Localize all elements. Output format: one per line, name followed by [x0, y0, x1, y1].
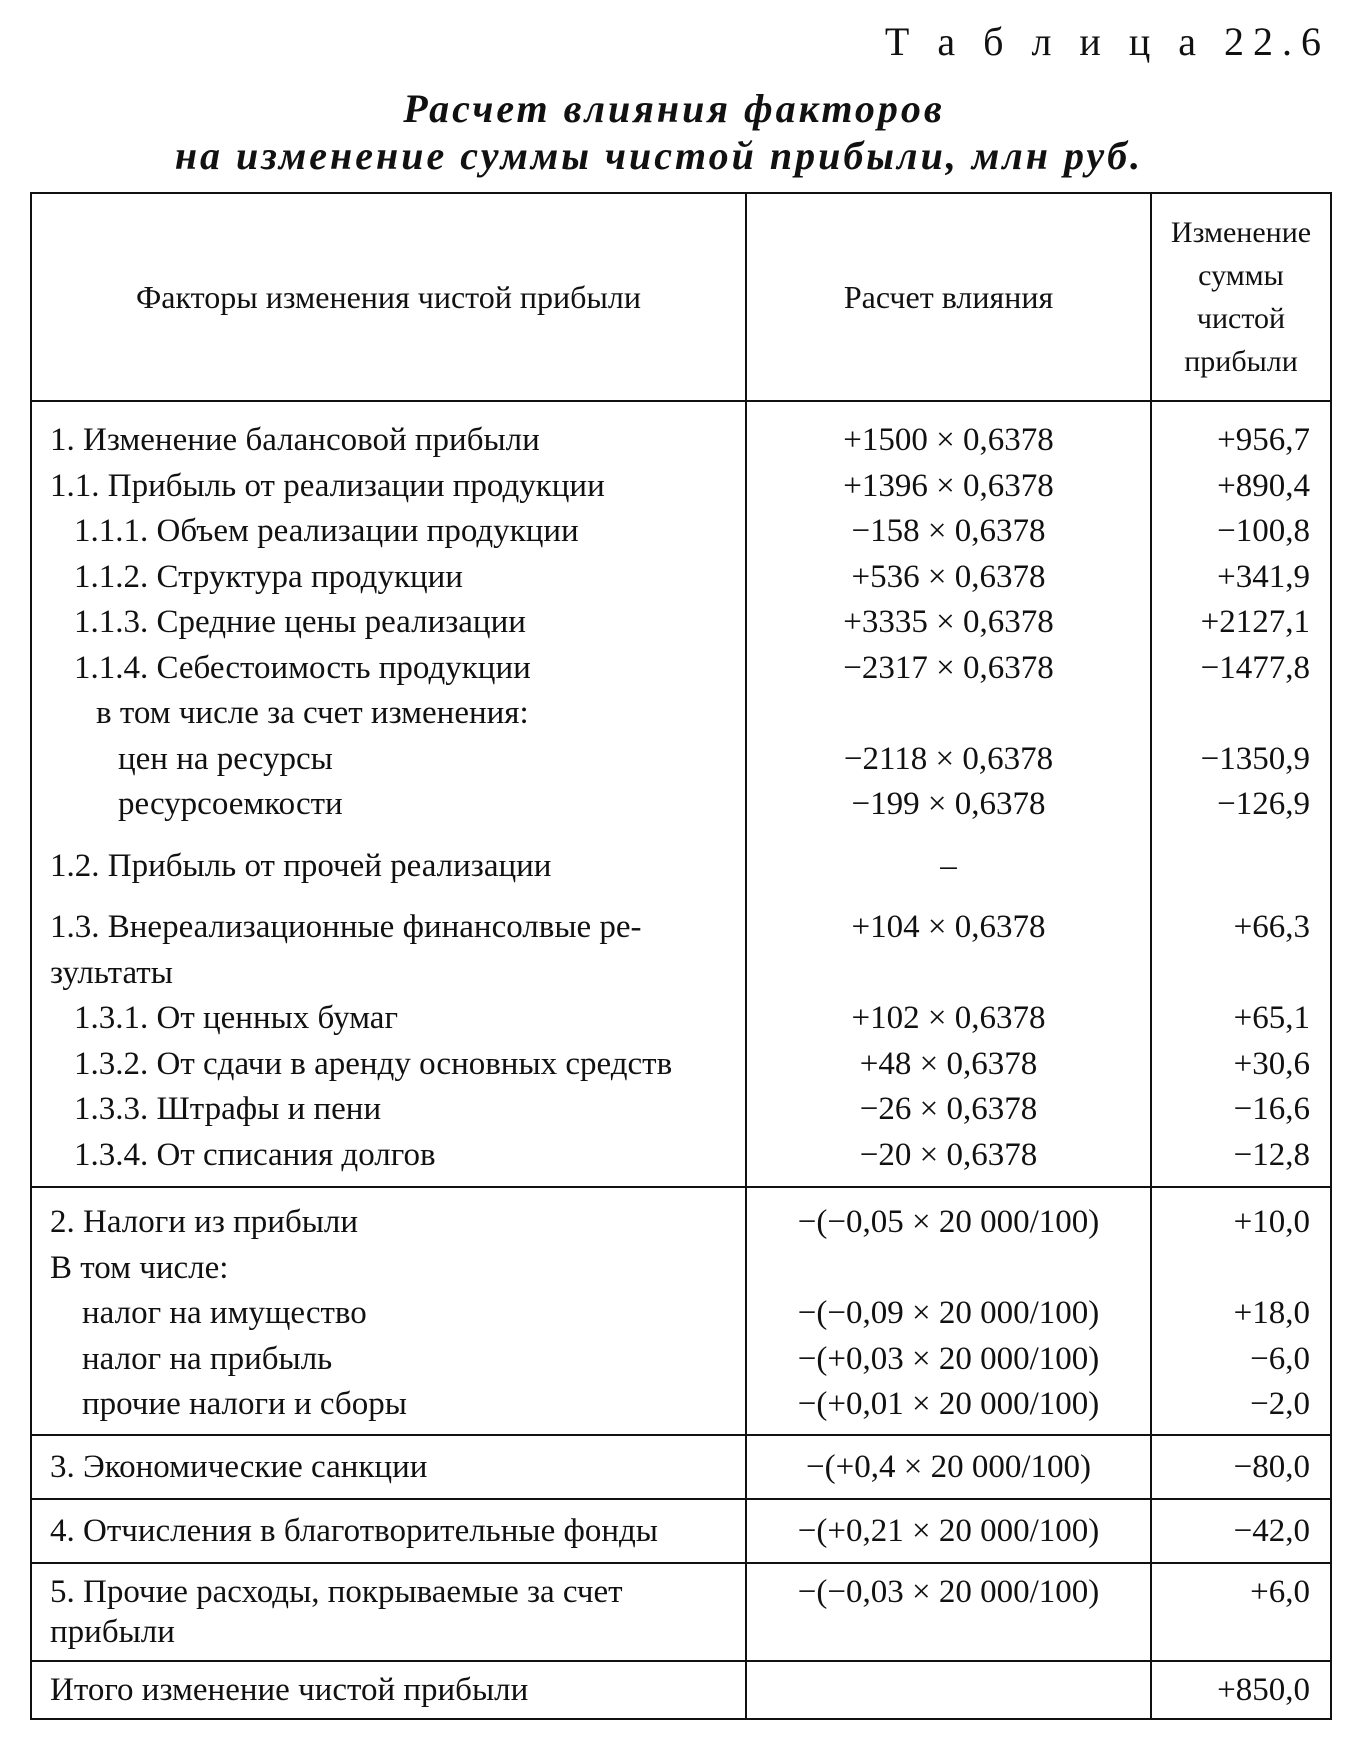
factor-label: ресурсоемкости: [118, 786, 343, 822]
calc-value: −(+0,4 × 20 000/100): [806, 1448, 1091, 1485]
calculation-cell: [746, 1187, 1151, 1435]
factor-label: налог на имущество: [82, 1295, 367, 1331]
calc-value: +1500 × 0,6378: [843, 422, 1054, 458]
change-value: +65,1: [1233, 1000, 1310, 1036]
calc-value: +104 × 0,6378: [851, 909, 1046, 945]
change-value: −126,9: [1217, 786, 1310, 822]
calc-value: −199 × 0,6378: [851, 786, 1046, 822]
calculation-cell: [746, 401, 1151, 1187]
change-value: +890,4: [1217, 467, 1310, 504]
factor-cell: [31, 1499, 746, 1563]
change-cell: [1151, 401, 1331, 1187]
factor-label: 1.1. Прибыль от реализации продукции: [50, 467, 605, 504]
change-value: +2127,1: [1200, 604, 1310, 640]
factor-label: 1.1.4. Себестоимость продукции: [74, 649, 531, 686]
calc-value: +102 × 0,6378: [851, 1000, 1046, 1036]
table-title-line-1: Расчет влияния факторов: [403, 86, 945, 131]
calc-value: −20 × 0,6378: [859, 1136, 1038, 1173]
change-value: +10,0: [1233, 1204, 1310, 1240]
factor-label: прибыли: [50, 1613, 175, 1650]
calc-value: −2317 × 0,6378: [843, 649, 1054, 686]
change-value: −100,8: [1217, 513, 1310, 549]
header-row: [31, 193, 1331, 401]
calc-value: −(−0,03 × 20 000/100): [797, 1573, 1100, 1610]
group-1-balance-profit: [31, 401, 1331, 1187]
factor-label: зультаты: [50, 954, 173, 991]
calc-value: +1396 × 0,6378: [843, 467, 1054, 504]
total-value: +850,0: [1217, 1671, 1310, 1708]
change-value: +6,0: [1250, 1573, 1310, 1610]
factor-label: в том числе за счет изменения:: [96, 695, 529, 731]
change-value: −1477,8: [1200, 649, 1310, 686]
factor-label: 2. Налоги из прибыли: [50, 1204, 359, 1240]
factor-label: 1.3.2. От сдачи в аренду основных средств: [74, 1045, 673, 1082]
group-5-other-expenses: [31, 1563, 1331, 1661]
calc-value: −(−0,05 × 20 000/100): [797, 1204, 1100, 1240]
factor-label: 1.3.3. Штрафы и пени: [74, 1091, 382, 1127]
header-calculation: Расчет влияния: [746, 193, 1151, 401]
change-cell: [1151, 1187, 1331, 1435]
change-value: −16,6: [1233, 1091, 1310, 1127]
calc-value: –: [940, 847, 957, 884]
change-value: −42,0: [1233, 1512, 1310, 1549]
change-value: +66,3: [1233, 909, 1310, 945]
factor-cell: [31, 1563, 746, 1661]
change-value: +956,7: [1217, 422, 1310, 458]
factor-label: 3. Экономические санкции: [50, 1448, 428, 1485]
factor-label: В том числе:: [50, 1249, 229, 1286]
calc-value: −2118 × 0,6378: [843, 740, 1054, 777]
factor-cell: [31, 401, 746, 1187]
calc-value: +48 × 0,6378: [859, 1045, 1038, 1082]
factor-label: 1.3.1. От ценных бумаг: [74, 1000, 398, 1036]
factor-table: [30, 192, 1332, 1720]
factor-label: цен на ресурсы: [118, 740, 333, 777]
calc-value: −(+0,01 × 20 000/100): [797, 1386, 1100, 1422]
group-4-charity: [31, 1499, 1331, 1563]
factor-label: 1. Изменение балансовой прибыли: [50, 422, 540, 458]
total-row: [31, 1661, 1331, 1719]
factor-label: 1.3.4. От списания долгов: [74, 1136, 436, 1173]
change-cell: [1151, 1563, 1331, 1661]
header-factors: Факторы изменения чистой прибыли: [31, 193, 746, 401]
change-value: −2,0: [1250, 1386, 1310, 1422]
calc-value: +3335 × 0,6378: [843, 604, 1054, 640]
factor-label: 1.1.2. Структура продукции: [74, 558, 463, 595]
factor-cell: [31, 1187, 746, 1435]
factor-label: 5. Прочие расходы, покрываемые за счет: [50, 1573, 623, 1610]
change-value: +30,6: [1233, 1045, 1310, 1082]
table-title-line-2: на изменение суммы чистой прибыли, млн руб.: [174, 133, 1144, 178]
factor-label: 1.3. Внереализационные финансолвые ре-: [50, 909, 642, 945]
factor-label: 1.1.1. Объем реализации продукции: [74, 513, 579, 549]
change-value: +341,9: [1217, 558, 1310, 595]
calc-value: −(−0,09 × 20 000/100): [797, 1295, 1100, 1331]
calculation-cell: [746, 1435, 1151, 1499]
factor-label: 1.1.3. Средние цены реализации: [74, 604, 526, 640]
factor-label: налог на прибыль: [82, 1340, 333, 1377]
group-3-sanctions: [31, 1435, 1331, 1499]
calc-value: −26 × 0,6378: [859, 1091, 1038, 1127]
calculation-cell: [746, 1563, 1151, 1661]
change-value: −1350,9: [1200, 740, 1310, 777]
change-cell: [1151, 1499, 1331, 1563]
header-change: Изменение суммы чистой прибыли: [1151, 193, 1331, 401]
change-cell: [1151, 1661, 1331, 1719]
factor-label: прочие налоги и сборы: [82, 1386, 407, 1422]
change-value: −6,0: [1250, 1340, 1310, 1377]
calc-value: −158 × 0,6378: [851, 513, 1046, 549]
total-label: Итого изменение чистой прибыли: [50, 1671, 529, 1708]
table-number: Т а б л и ц а 22.6: [884, 19, 1330, 64]
group-2-taxes: [31, 1187, 1331, 1435]
factor-cell: [31, 1435, 746, 1499]
calc-value: −(+0,21 × 20 000/100): [797, 1512, 1100, 1549]
change-value: −12,8: [1233, 1136, 1310, 1173]
calc-value: +536 × 0,6378: [851, 558, 1046, 595]
change-value: +18,0: [1233, 1295, 1310, 1331]
calc-value: −(+0,03 × 20 000/100): [797, 1340, 1100, 1377]
change-cell: [1151, 1435, 1331, 1499]
calculation-cell: [746, 1661, 1151, 1719]
change-value: −80,0: [1233, 1448, 1310, 1485]
calculation-cell: [746, 1499, 1151, 1563]
factor-label: 4. Отчисления в благотворительные фонды: [50, 1512, 658, 1549]
factor-cell: [31, 1661, 746, 1719]
factor-label: 1.2. Прибыль от прочей реализации: [50, 847, 552, 884]
